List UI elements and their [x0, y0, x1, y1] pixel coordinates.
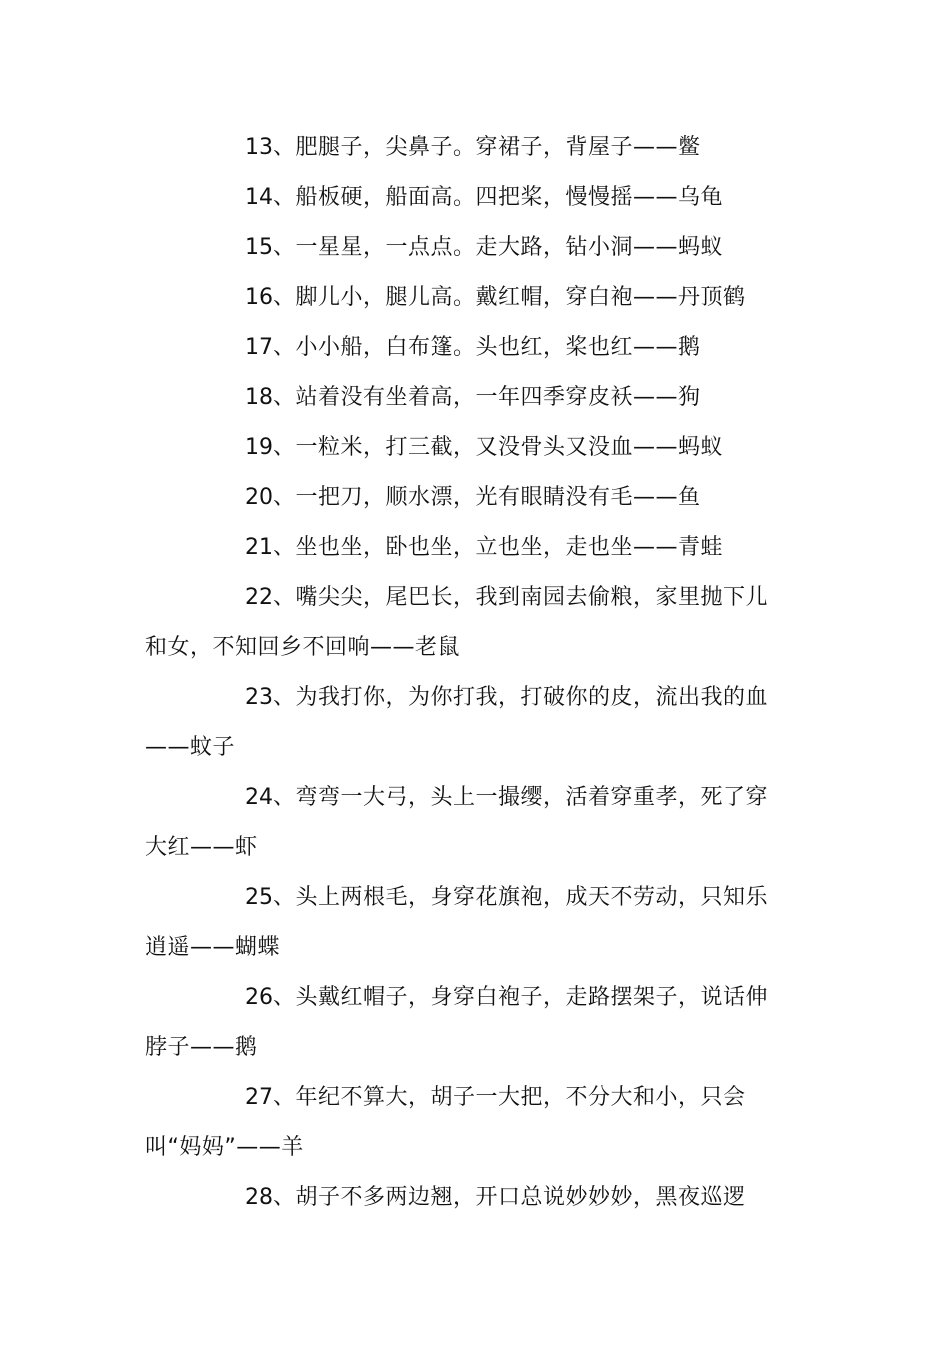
riddle-text: 、嘴尖尖，尾巴长，我到南园去偷粮，家里抛下儿和女，不知回乡不回响——老鼠 [145, 585, 769, 660]
riddle-text: 、胡子不多两边翘，开口总说妙妙妙，黑夜巡逻 [273, 1185, 746, 1210]
riddle-text: 、弯弯一大弓，头上一撮缨，活着穿重孝，死了穿大红——虾 [145, 785, 769, 860]
riddle-number: 21 [245, 535, 273, 560]
riddle-item [145, 223, 770, 273]
riddle-item [145, 273, 770, 323]
riddle-text: 、一星星，一点点。走大路，钻小洞——蚂蚁 [273, 235, 724, 260]
riddle-item [145, 773, 770, 873]
riddle-number: 20 [245, 485, 273, 510]
riddle-number: 19 [245, 435, 273, 460]
riddle-item [145, 973, 770, 1073]
riddle-text: 、头上两根毛，身穿花旗袍，成天不劳动，只知乐逍遥——蝴蝶 [145, 885, 769, 960]
riddle-text: 、为我打你，为你打我，打破你的皮，流出我的血——蚊子 [145, 685, 769, 760]
riddle-text: 、头戴红帽子，身穿白袍子，走路摆架子，说话伸脖子——鹅 [145, 985, 769, 1060]
riddle-item [145, 173, 770, 223]
riddle-item [145, 1073, 770, 1173]
riddle-text: 、一把刀，顺水漂，光有眼睛没有毛——鱼 [273, 485, 701, 510]
riddle-item [145, 573, 770, 673]
riddle-text: 、站着没有坐着高，一年四季穿皮袄——狗 [273, 385, 701, 410]
riddle-item [145, 423, 770, 473]
riddle-number: 23 [245, 685, 273, 710]
riddle-item [145, 1173, 770, 1223]
riddle-item [145, 373, 770, 423]
riddle-number: 16 [245, 285, 273, 310]
riddle-number: 28 [245, 1185, 273, 1210]
riddle-number: 22 [245, 585, 273, 610]
riddle-item [145, 323, 770, 373]
riddle-item [145, 673, 770, 773]
riddle-text: 、年纪不算大，胡子一大把，不分大和小，只会叫“妈妈”——羊 [145, 1085, 746, 1160]
riddle-number: 27 [245, 1085, 273, 1110]
riddle-item [145, 473, 770, 523]
riddle-number: 24 [245, 785, 273, 810]
riddle-text: 、肥腿子，尖鼻子。穿裙子，背屋子——鳖 [273, 135, 701, 160]
riddle-number: 15 [245, 235, 273, 260]
riddle-text: 、一粒米，打三截，又没骨头又没血——蚂蚁 [273, 435, 724, 460]
riddle-text: 、脚儿小，腿儿高。戴红帽，穿白袍——丹顶鹤 [273, 285, 746, 310]
riddle-number: 13 [245, 135, 273, 160]
riddle-number: 17 [245, 335, 273, 360]
riddle-item [145, 123, 770, 173]
riddle-text: 、坐也坐，卧也坐，立也坐，走也坐——青蛙 [273, 535, 724, 560]
riddle-number: 14 [245, 185, 273, 210]
riddle-number: 25 [245, 885, 273, 910]
riddle-text: 、船板硬，船面高。四把桨，慢慢摇——乌龟 [273, 185, 724, 210]
riddle-text: 、小小船，白布篷。头也红，桨也红——鹅 [273, 335, 701, 360]
riddle-item [145, 873, 770, 973]
riddle-number: 26 [245, 985, 273, 1010]
riddle-item [145, 523, 770, 573]
riddle-list [145, 123, 770, 1223]
riddle-number: 18 [245, 385, 273, 410]
